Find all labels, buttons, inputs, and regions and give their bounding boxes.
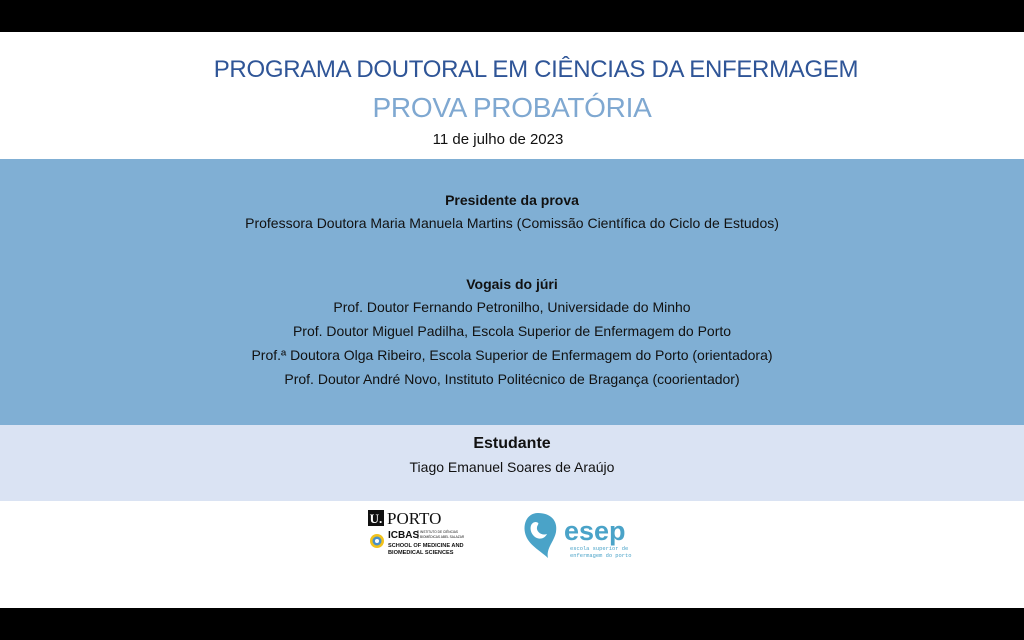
exam-date: 11 de julho de 2023 xyxy=(432,131,564,148)
letterbox-top xyxy=(0,0,1024,32)
icbas-line-1: SCHOOL OF MEDICINE AND xyxy=(388,543,464,549)
esep-line-2: enfermagem do porto xyxy=(570,553,632,559)
vogal-item: Prof. Doutor Fernando Petronilho, Universidade do Minho xyxy=(333,299,691,315)
uporto-text: PORTO xyxy=(387,509,442,528)
uporto-mark: U. xyxy=(369,511,383,526)
vogal-item: Prof. Doutor Miguel Padilha, Escola Superior de Enfermagem do Porto xyxy=(292,323,732,339)
presidente-name: Professora Doutora Maria Manuela Martins (Comissão Científica do Ciclo de Estudos) xyxy=(245,215,779,231)
vogais-heading: Vogais do júri xyxy=(466,276,558,292)
esep-emblem-icon xyxy=(525,513,557,558)
icbas-small-2: BIOMÉDICAS ABEL SALAZAR xyxy=(420,535,465,539)
exam-subtitle: PROVA PROBATÓRIA xyxy=(372,92,652,123)
vogal-item: Prof. Doutor André Novo, Instituto Politécnico de Bragança (coorientador) xyxy=(284,371,740,387)
letterbox-bottom xyxy=(0,608,1024,640)
jury-section xyxy=(0,159,1024,425)
esep-wordmark: esep xyxy=(564,516,626,546)
uporto-icbas-logo xyxy=(368,508,488,568)
slide xyxy=(0,32,1024,608)
student-heading: Estudante xyxy=(473,435,551,452)
student-name: Tiago Emanuel Soares de Araújo xyxy=(409,459,615,475)
vogal-item: Prof.ª Doutora Olga Ribeiro, Escola Superior de Enfermagem do Porto (orientadora) xyxy=(251,347,773,363)
icbas-name: ICBAS xyxy=(388,530,420,541)
esep-logo xyxy=(520,508,660,568)
program-title: PROGRAMA DOUTORAL EM CIÊNCIAS DA ENFERMAGEM xyxy=(213,56,859,83)
icbas-emblem-icon xyxy=(370,534,384,548)
presidente-heading: Presidente da prova xyxy=(445,192,579,208)
esep-line-1: escola superior de xyxy=(570,546,629,552)
student-section xyxy=(0,425,1024,501)
icbas-line-2: BIOMEDICAL SCIENCES xyxy=(388,550,454,556)
icbas-small-1: INSTITUTO DE CIÊNCIAS xyxy=(420,530,459,534)
